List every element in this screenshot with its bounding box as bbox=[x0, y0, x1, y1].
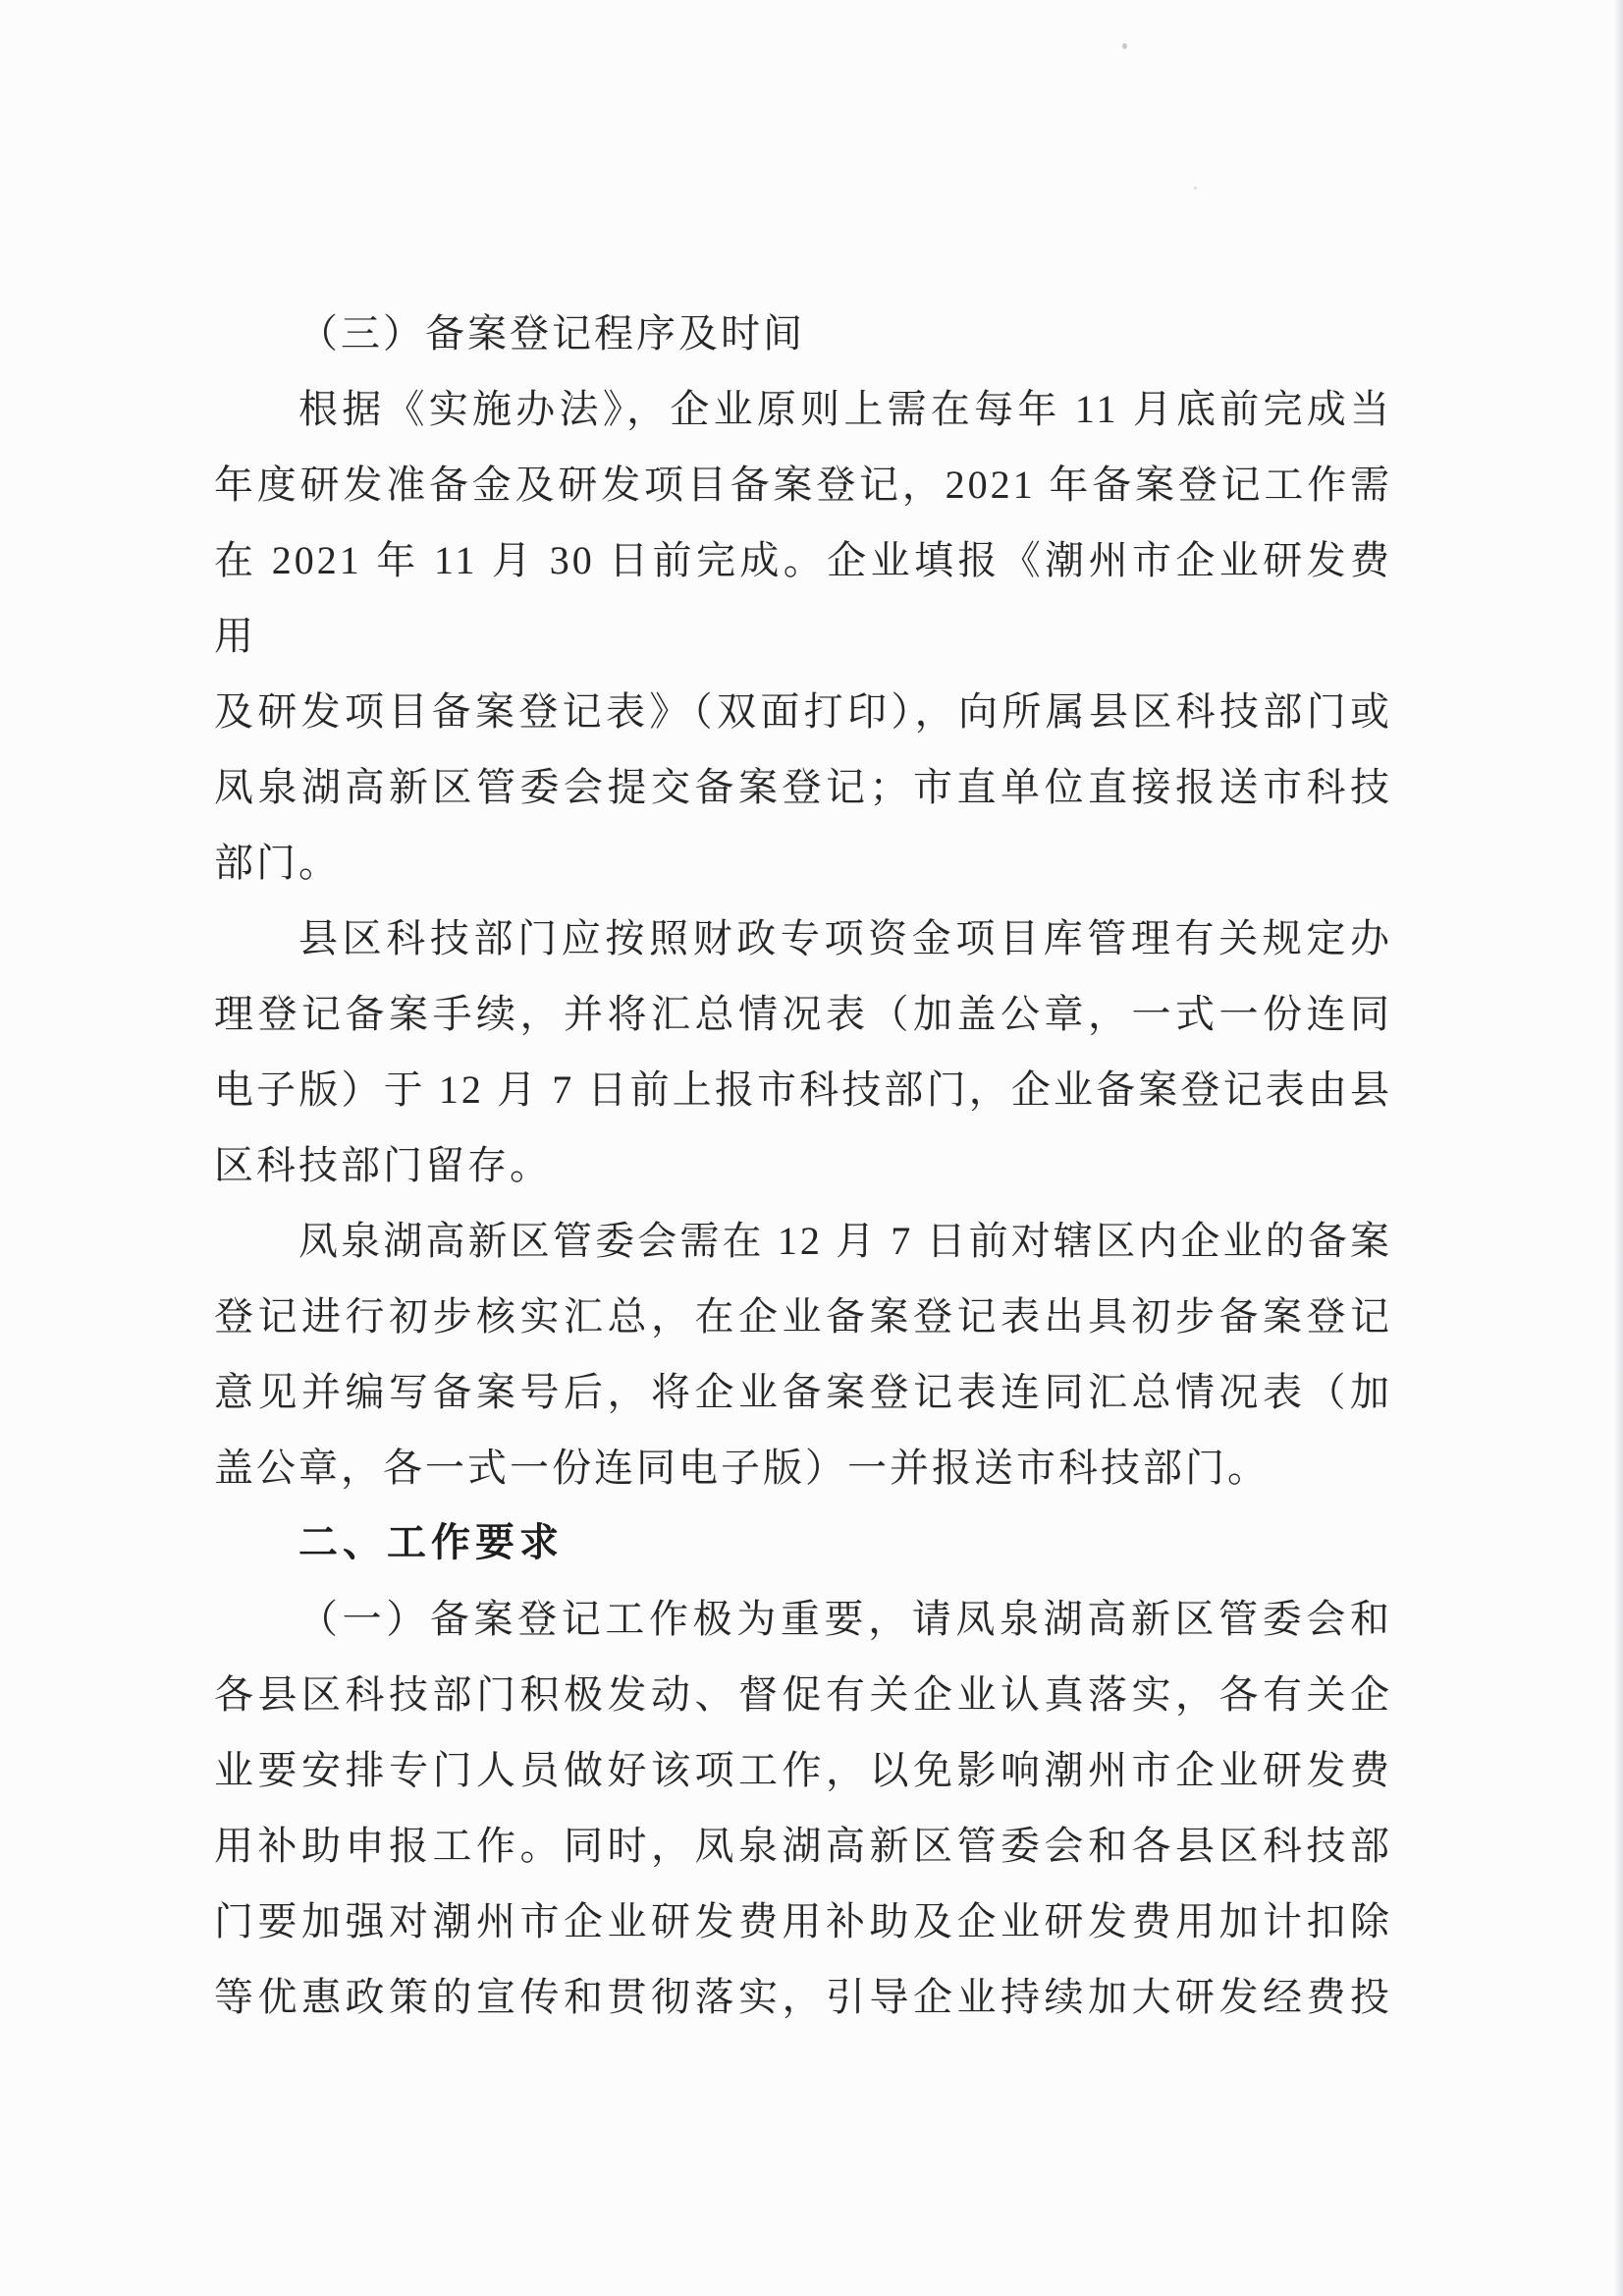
text-line: 门要加强对潮州市企业研发费用补助及企业研发费用加计扣除 bbox=[214, 1899, 1392, 1943]
text-line: （一）备案登记工作极为重要，请凤泉湖高新区管委会和 bbox=[298, 1597, 1392, 1641]
text-line: 意见并编写备案号后，将企业备案登记表连同汇总情况表（加 bbox=[214, 1370, 1392, 1414]
text-line: 及研发项目备案登记表》（双面打印），向所属县区科技部门或 bbox=[214, 689, 1392, 734]
text-line: 区科技部门留存。 bbox=[214, 1143, 552, 1187]
text-line: 登记进行初步核实汇总，在企业备案登记表出具初步备案登记 bbox=[214, 1294, 1392, 1339]
text-line: 盖公章，各一式一份连同电子版）一并报送市科技部门。 bbox=[214, 1446, 1270, 1490]
scan-speck bbox=[1194, 187, 1197, 190]
subsection-heading: （三）备案登记程序及时间 bbox=[298, 311, 805, 355]
text-line: 业要安排专门人员做好该项工作，以免影响潮州市企业研发费 bbox=[214, 1748, 1392, 1792]
text-line: 在 2021 年 11 月 30 日前完成。企业填报《潮州市企业研发费用 bbox=[214, 538, 1392, 658]
text-line: 各县区科技部门积极发动、督促有关企业认真落实，各有关企 bbox=[214, 1672, 1392, 1717]
text-line: 凤泉湖高新区管委会需在 12 月 7 日前对辖区内企业的备案 bbox=[298, 1219, 1392, 1263]
text-line: 凤泉湖高新区管委会提交备案登记；市直单位直接报送市科技 bbox=[214, 765, 1392, 809]
document-body bbox=[214, 296, 1392, 2035]
text-line: 电子版）于 12 月 7 日前上报市科技部门，企业备案登记表由县 bbox=[214, 1067, 1392, 1112]
scan-speck bbox=[1122, 43, 1127, 49]
scan-edge-shadow bbox=[1614, 0, 1623, 2296]
text-line: 县区科技部门应按照财政专项资金项目库管理有关规定办 bbox=[298, 916, 1392, 960]
text-line: 年度研发准备金及研发项目备案登记，2021 年备案登记工作需 bbox=[214, 463, 1392, 507]
text-line: 理登记备案手续，并将汇总情况表（加盖公章，一式一份连同 bbox=[214, 992, 1392, 1036]
text-line: 部门。 bbox=[214, 841, 341, 885]
text-line: 用补助申报工作。同时，凤泉湖高新区管委会和各县区科技部 bbox=[214, 1824, 1392, 1868]
text-line: 等优惠政策的宣传和贯彻落实，引导企业持续加大研发经费投 bbox=[214, 1975, 1392, 2019]
section-heading: 二、工作要求 bbox=[298, 1521, 564, 1564]
text-line: 根据《实施办法》，企业原则上需在每年 11 月底前完成当 bbox=[298, 387, 1392, 431]
